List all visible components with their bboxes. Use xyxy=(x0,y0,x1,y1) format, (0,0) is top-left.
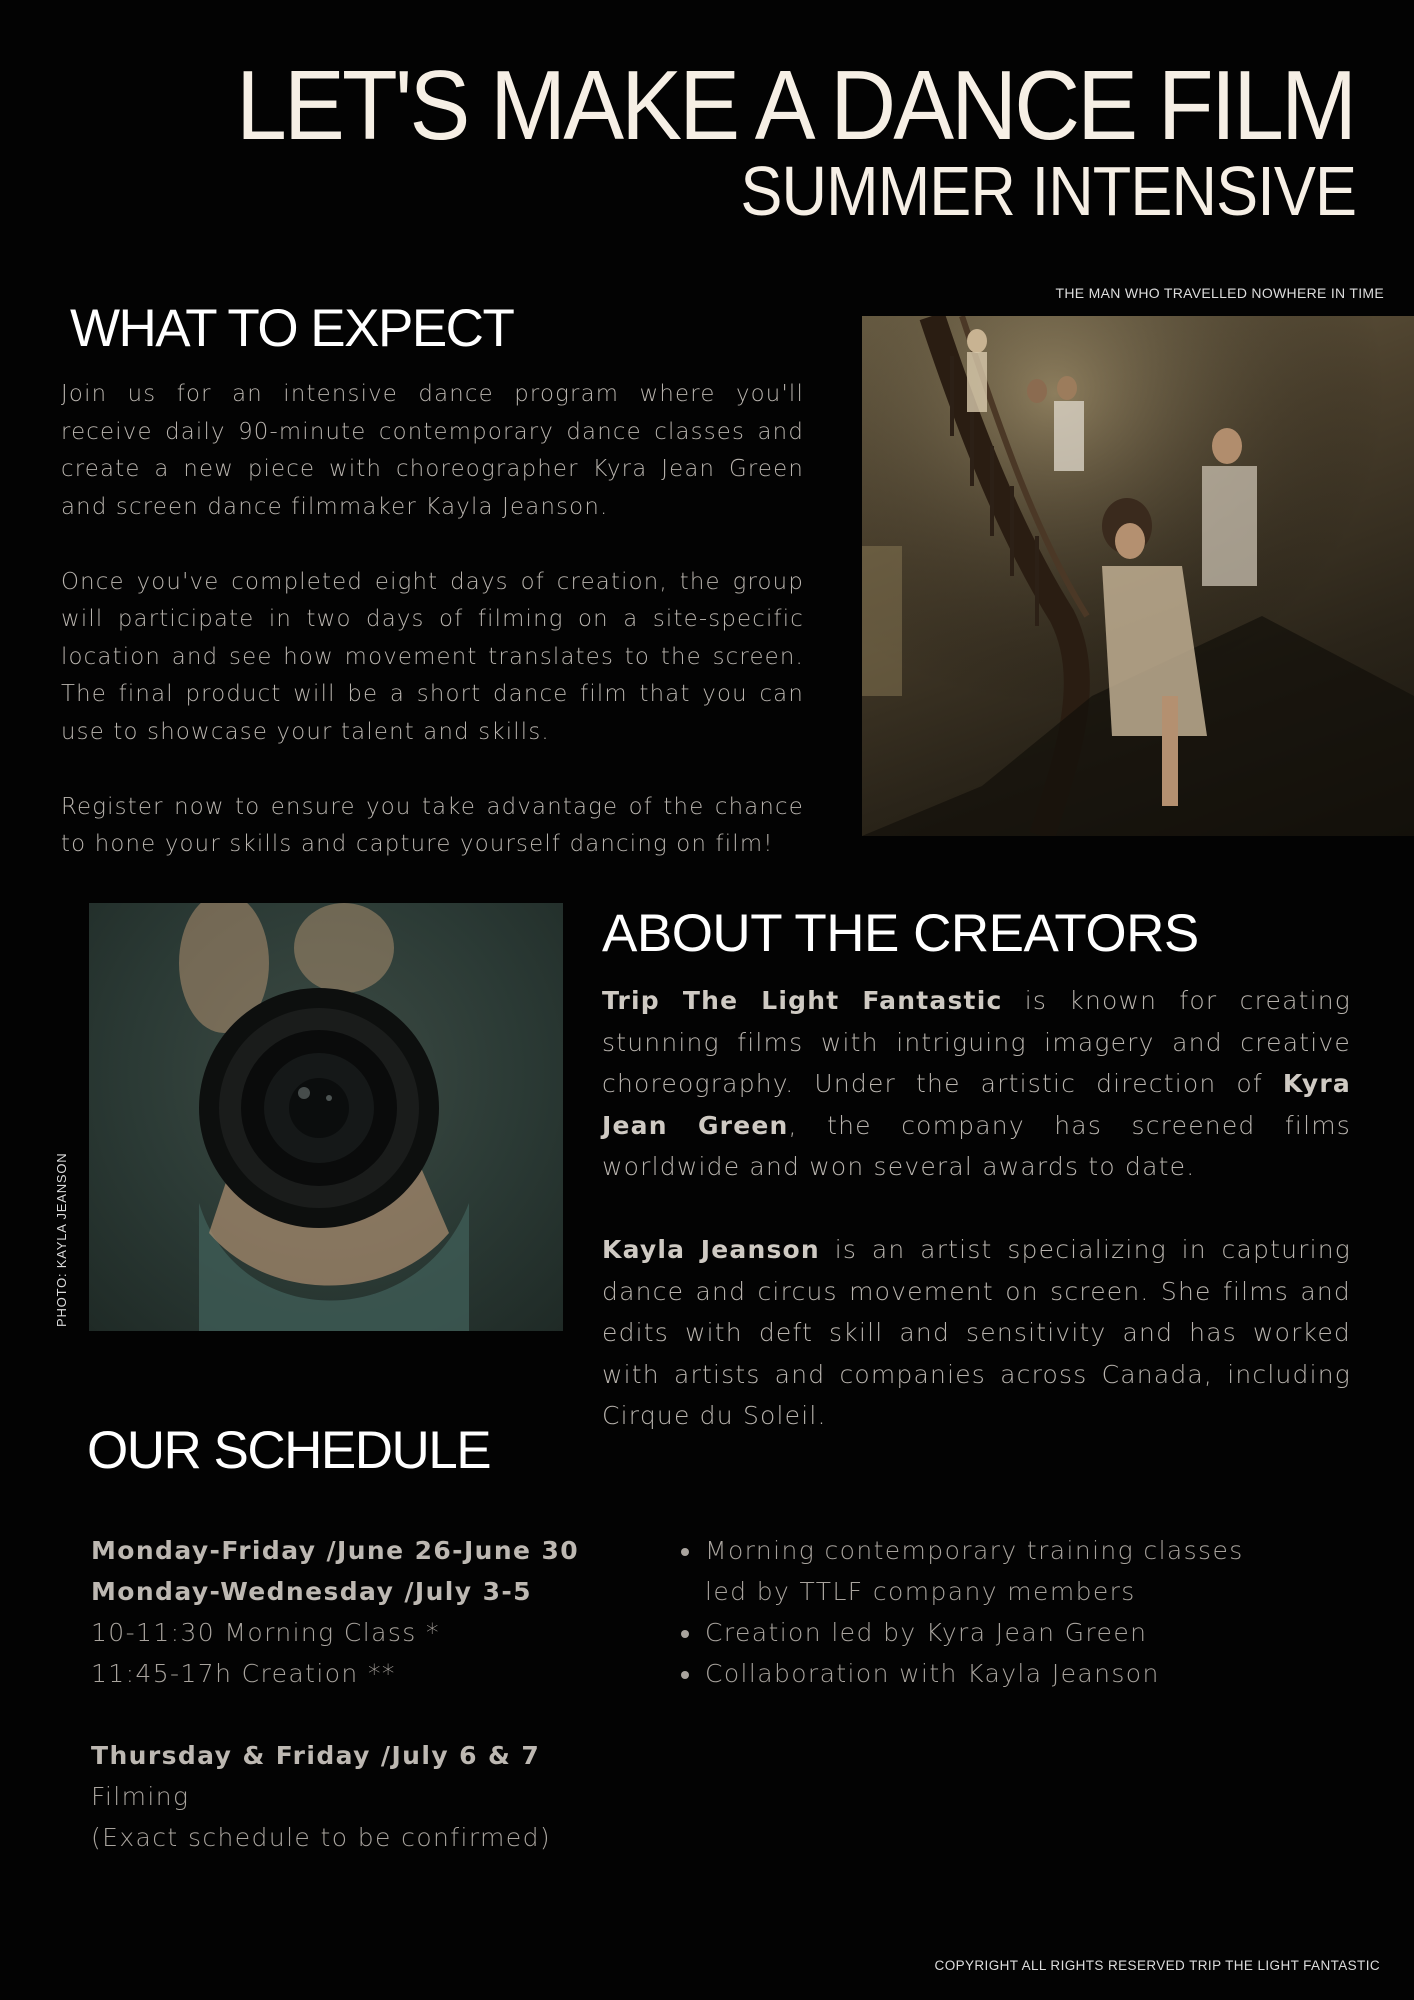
schedule-line-5 xyxy=(91,1735,579,1776)
photo-caption-top: THE MAN WHO TRAVELLED NOWHERE IN TIME xyxy=(1055,285,1384,301)
schedule-line-2 xyxy=(91,1571,579,1612)
schedule-line-7: (Exact schedule to be confirmed) xyxy=(91,1823,552,1852)
schedule-line-1 xyxy=(91,1530,579,1571)
about-text-2: , the company has screened films worldwide and won several awards to date. xyxy=(602,1110,1351,1181)
about-creators-heading: ABOUT THE CREATORS xyxy=(602,904,1199,963)
what-to-expect-body xyxy=(61,376,804,864)
page-subtitle: SUMMER INTENSIVE xyxy=(740,152,1356,230)
schedule-line-6: Filming xyxy=(91,1782,190,1811)
filmmaker-name: Kayla Jeanson xyxy=(602,1235,820,1264)
about-paragraph-2 xyxy=(602,1229,1351,1437)
camera-lens-photo xyxy=(89,903,563,1331)
expect-paragraph-2: Once you've completed eight days of creation, the group will participate in two days of filming on a site-specific location and see how movement translates to the screen. The final product will be a short dance film that you can use to showcase your talent and skills. xyxy=(61,568,804,745)
company-name: Trip The Light Fantastic xyxy=(602,986,1003,1015)
expect-paragraph-1: Join us for an intensive dance program where you'll receive daily 90-minute contemporary dance classes and create a new piece with choreographer Kyra Jean Green and screen dance filmmaker Kayla Jeanson. xyxy=(61,381,804,520)
list-item: • Creation led by Kyra Jean Green xyxy=(703,1612,1291,1653)
schedule-line-3: 10-11:30 Morning Class * xyxy=(91,1618,440,1647)
photo-credit-caption: PHOTO: KAYLA JEANSON xyxy=(54,1152,69,1327)
schedule-dates-3: Thursday & Friday /July 6 & 7 xyxy=(91,1741,541,1770)
list-item: • Morning contemporary training classes led by TTLF company members xyxy=(703,1530,1291,1612)
what-to-expect-heading: WHAT TO EXPECT xyxy=(70,299,514,358)
director-name: Kyra Jean Green xyxy=(602,1069,1351,1140)
schedule-heading: OUR SCHEDULE xyxy=(87,1421,491,1480)
page-title: LET'S MAKE A DANCE FILM xyxy=(235,50,1354,160)
expect-paragraph-3: Register now to ensure you take advantage of the chance to hone your skills and capture yourself dancing on film! xyxy=(61,793,804,857)
copyright-footer: COPYRIGHT ALL RIGHTS RESERVED TRIP THE LIGHT FANTASTIC xyxy=(934,1958,1380,1973)
about-text-3: is an artist specializing in capturing dance and circus movement on screen. She films and edits with deft skill and sensitivity and has worked with artists and companies across Canada, including Cirque du Soleil. xyxy=(602,1235,1351,1430)
schedule-dates xyxy=(91,1530,579,1858)
schedule-details xyxy=(671,1530,1291,1694)
list-item: • Collaboration with Kayla Jeanson xyxy=(703,1653,1291,1694)
about-paragraph-1 xyxy=(602,980,1351,1188)
dancers-staircase-photo xyxy=(862,316,1414,836)
about-text-1: is known for creating stunning films with intriguing imagery and creative choreography. Under the artistic direction of xyxy=(602,986,1351,1098)
schedule-line-4: 11:45-17h Creation ** xyxy=(91,1659,396,1688)
schedule-bullet-list xyxy=(671,1530,1291,1694)
schedule-dates-2: Monday-Wednesday /July 3-5 xyxy=(91,1577,532,1606)
about-creators-body xyxy=(602,980,1351,1437)
schedule-dates-1: Monday-Friday /June 26-June 30 xyxy=(91,1536,580,1565)
